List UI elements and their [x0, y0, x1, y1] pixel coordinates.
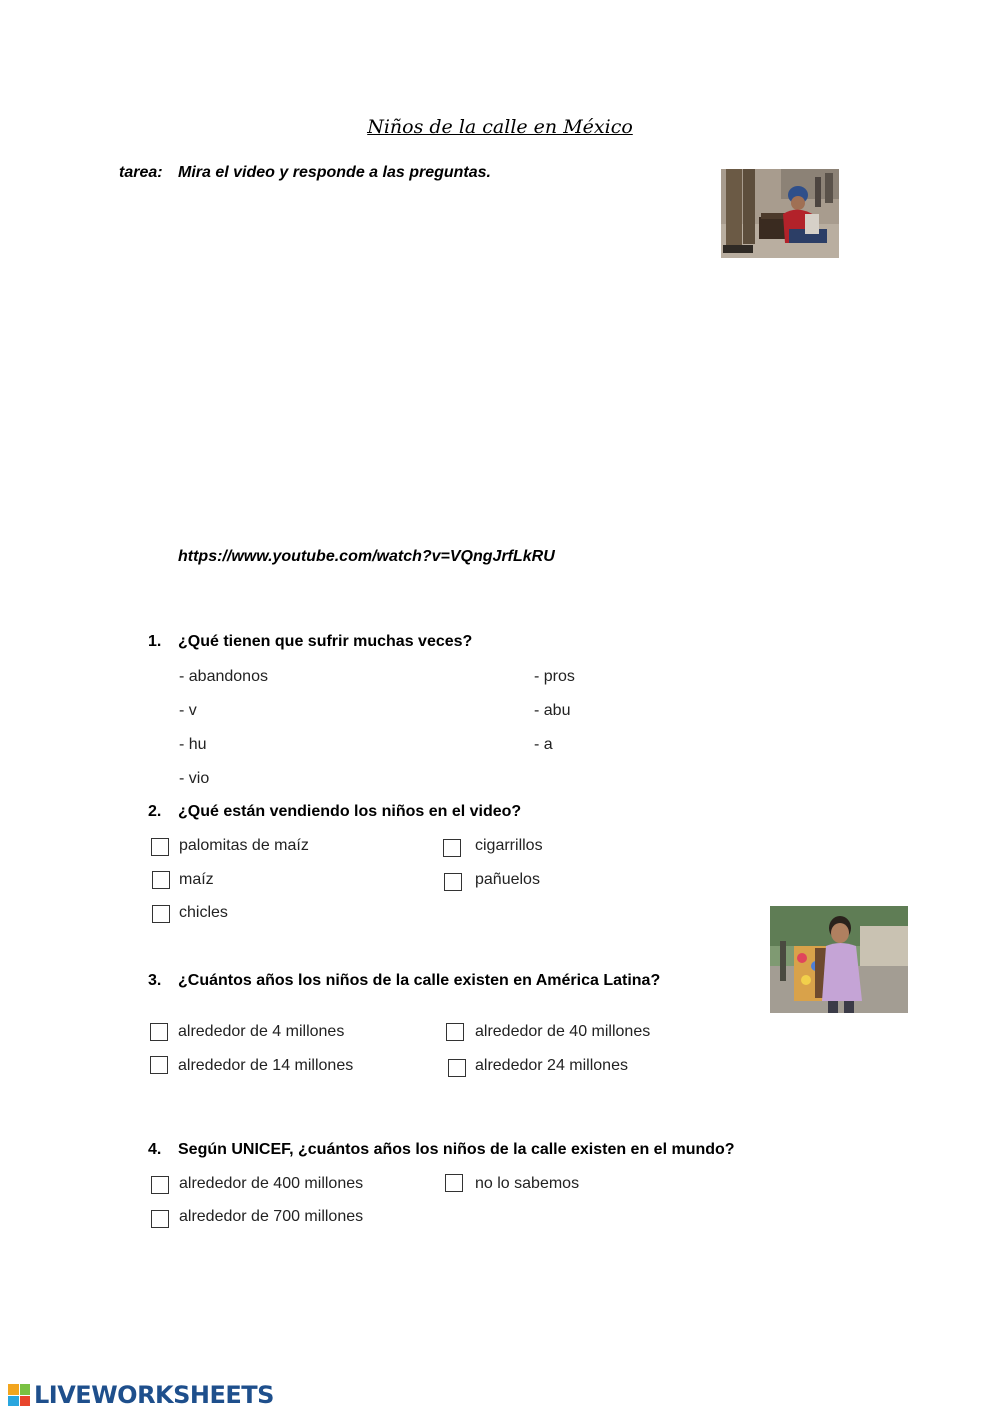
- logo-text: LIVEWORKSHEETS: [34, 1381, 274, 1409]
- question-number: 1.: [148, 633, 162, 650]
- option-checkbox[interactable]: [152, 905, 170, 923]
- option-label: alrededor de 4 millones: [178, 1023, 345, 1040]
- answer-fragment: - abandonos: [179, 668, 268, 685]
- question-number: 3.: [148, 972, 162, 989]
- answer-fragment: - v: [179, 702, 197, 719]
- shoe-shine-photo: [721, 169, 839, 258]
- option-checkbox[interactable]: [446, 1023, 464, 1041]
- question-text: ¿Qué tienen que sufrir muchas veces?: [178, 633, 473, 650]
- question-4: [148, 1141, 735, 1159]
- answer-fragment: - vio: [179, 770, 210, 787]
- option-label: alrededor 24 millones: [475, 1057, 628, 1074]
- option-checkbox[interactable]: [151, 838, 169, 856]
- question-text: ¿Cuántos años los niños de la calle existen en América Latina?: [178, 972, 661, 989]
- answer-fragment: - hu: [179, 736, 207, 753]
- option-checkbox[interactable]: [151, 1210, 169, 1228]
- worksheet-title: Niños de la calle en México: [367, 116, 633, 138]
- option-checkbox[interactable]: [150, 1056, 168, 1074]
- option-label: chicles: [179, 904, 228, 921]
- option-label: palomitas de maíz: [179, 837, 309, 854]
- option-checkbox[interactable]: [443, 839, 461, 857]
- answer-fragment: - abu: [534, 702, 571, 719]
- answer-fragment: - a: [534, 736, 553, 753]
- question-number: 4.: [148, 1141, 162, 1158]
- logo-mark-icon: [8, 1384, 30, 1406]
- option-checkbox[interactable]: [150, 1023, 168, 1041]
- question-2: [148, 803, 521, 821]
- option-label: alrededor de 40 millones: [475, 1023, 651, 1040]
- question-text: Según UNICEF, ¿cuántos años los niños de la calle existen en el mundo?: [178, 1141, 735, 1158]
- task-instruction: [119, 164, 491, 182]
- option-checkbox[interactable]: [444, 873, 462, 891]
- option-label: cigarrillos: [475, 837, 543, 854]
- option-checkbox[interactable]: [445, 1174, 463, 1192]
- task-label: tarea:: [119, 164, 163, 181]
- option-label: maíz: [179, 871, 214, 888]
- option-label: alrededor de 700 millones: [179, 1208, 364, 1225]
- option-checkbox[interactable]: [448, 1059, 466, 1077]
- task-text: Mira el video y responde a las preguntas.: [178, 164, 491, 181]
- liveworksheets-logo: [8, 1381, 274, 1409]
- option-label: alrededor de 400 millones: [179, 1175, 364, 1192]
- option-label: pañuelos: [475, 871, 540, 888]
- option-label: alrededor de 14 millones: [178, 1057, 354, 1074]
- question-number: 2.: [148, 803, 162, 820]
- question-1: [148, 633, 472, 651]
- answer-fragment: - pros: [534, 668, 575, 685]
- option-checkbox[interactable]: [152, 871, 170, 889]
- question-text: ¿Qué están vendiendo los niños en el video?: [178, 803, 522, 820]
- option-label: no lo sabemos: [475, 1175, 580, 1192]
- video-url[interactable]: https://www.youtube.com/watch?v=VQngJrfLkRU: [178, 548, 555, 565]
- question-3: [148, 972, 660, 990]
- option-checkbox[interactable]: [151, 1176, 169, 1194]
- street-vendor-photo: [770, 906, 908, 1013]
